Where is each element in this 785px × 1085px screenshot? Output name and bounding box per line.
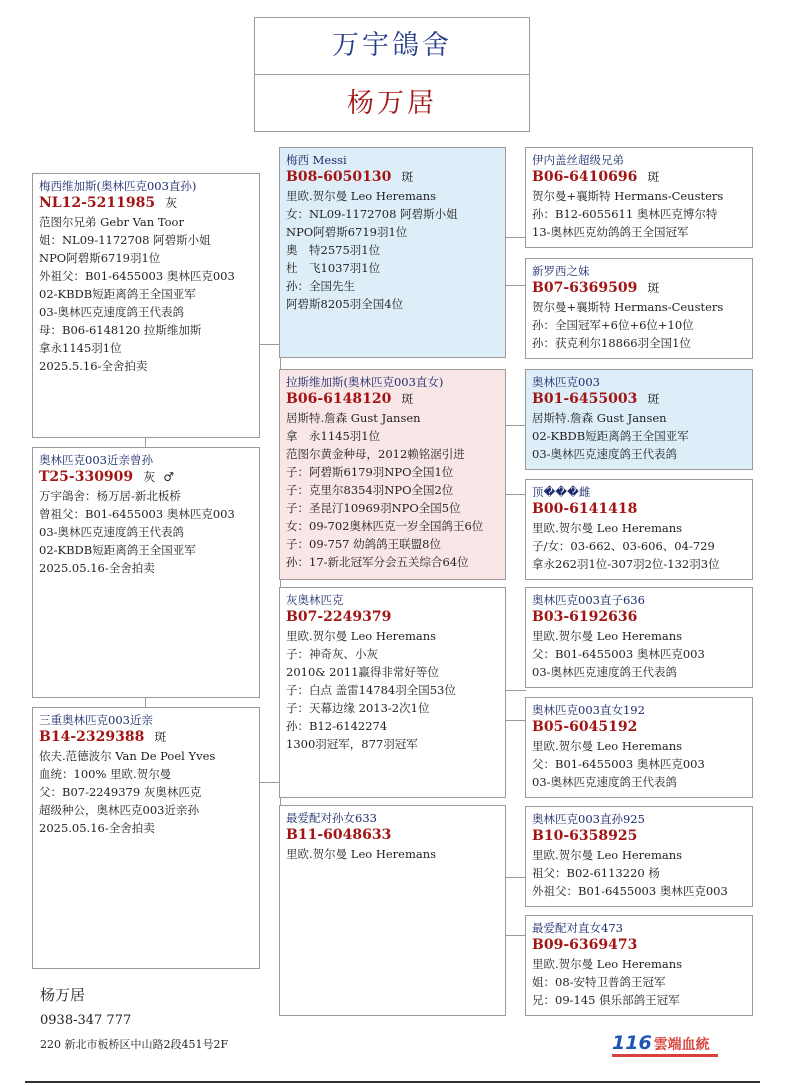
bird-name: 灰奥林匹克 <box>286 593 344 607</box>
info-line: 2025.05.16-全舍拍卖 <box>39 561 155 575</box>
info-line: 血统：100% 里欧.贺尔曼 <box>39 767 172 781</box>
ring-number: B10-6358925 <box>532 828 638 844</box>
bird-name: 新罗西之妹 <box>532 264 590 278</box>
connector-line <box>505 285 526 286</box>
color-label: 斑 <box>401 392 414 406</box>
bird-name: 最爱配对孙女633 <box>286 811 377 825</box>
connector-line <box>280 579 281 587</box>
info-line: 拿永1145羽1位 <box>39 341 122 355</box>
bird-name: 伊内盖丝超级兄弟 <box>532 153 624 167</box>
connector-line <box>259 344 280 345</box>
bottom-divider <box>25 1081 760 1083</box>
connector-line <box>145 437 146 447</box>
info-line: 里欧.贺尔曼 Leo Heremans <box>532 521 683 535</box>
ring-number: T25-330909 <box>39 469 134 485</box>
info-line: 里欧.贺尔曼 Leo Heremans <box>286 847 437 861</box>
bird-name: 奥林匹克003直子636 <box>532 593 645 607</box>
info-line: 02-KBDB短距离鸽王全国亚军 <box>39 543 196 557</box>
connector-line <box>505 494 526 495</box>
info-line: 13-奥林匹克幼鸽鸽王全国冠军 <box>532 225 689 239</box>
info-line: 里欧.贺尔曼 Leo Heremans <box>532 739 683 753</box>
info-line: 父：B07-2249379 灰奥林匹克 <box>39 785 202 799</box>
info-line: 姐：NL09-1172708 阿碧斯小姐 <box>39 233 211 247</box>
bird-name: 梅西维加斯(奥林匹克003直孙) <box>39 179 197 193</box>
pedigree-bird-box <box>525 258 753 359</box>
bird-name: 最爱配对直女473 <box>532 921 623 935</box>
ring-number: B06-6148120 <box>286 391 392 407</box>
ring-number: B07-2249379 <box>286 609 392 625</box>
info-line: 依夫.范德波尔 Van De Poel Yves <box>39 749 216 763</box>
info-line: 阿碧斯8205羽全国4位 <box>286 297 404 311</box>
info-line: 02-KBDB短距离鸽王全国亚军 <box>39 287 196 301</box>
connector-line <box>280 357 281 369</box>
info-line: 贺尔曼+襄斯特 Hermans-Ceusters <box>532 189 724 203</box>
pedigree-bird-box <box>525 806 753 907</box>
info-line: 孙：B12-6055611 奥林匹克博尔特 <box>532 207 718 221</box>
connector-line <box>145 697 146 707</box>
info-line: 里欧.贺尔曼 Leo Heremans <box>532 848 683 862</box>
connector-line <box>280 797 281 805</box>
loft-name: 万宇鴿舍 <box>255 18 529 75</box>
ring-number: B05-6045192 <box>532 719 638 735</box>
info-line: 居斯特.詹森 Gust Jansen <box>532 411 667 425</box>
bird-name: 奥林匹克003 <box>532 375 600 389</box>
pedigree-bird-box <box>525 369 753 470</box>
pedigree-bird-box <box>525 479 753 580</box>
ring-number: B07-6369509 <box>532 280 638 296</box>
color-label: 斑 <box>647 170 660 184</box>
info-line: 祖父：B02-6113220 杨 <box>532 866 660 880</box>
bird-name: 奥林匹克003直女192 <box>532 703 645 717</box>
pedigree-bird-box <box>279 369 506 580</box>
connector-line <box>505 690 526 691</box>
bird-name: 顶���雌 <box>532 485 591 499</box>
bird-name: 拉斯维加斯(奥林匹克003直女) <box>286 375 444 389</box>
info-line: 拿永262羽1位-307羽2位-132羽3位 <box>532 557 720 571</box>
ring-number: B11-6048633 <box>286 827 392 843</box>
logo-text: 雲端血統 <box>653 1037 710 1053</box>
pedigree-bird-box <box>525 697 753 798</box>
info-line: 居斯特.詹森 Gust Jansen <box>286 411 421 425</box>
info-line: 里欧.贺尔曼 Leo Heremans <box>286 189 437 203</box>
info-line: 拿 永1145羽1位 <box>286 429 381 443</box>
info-line: 里欧.贺尔曼 Leo Heremans <box>532 629 683 643</box>
pedigree-bird-box <box>32 447 260 698</box>
bird-name: 奥林匹克003直孙925 <box>532 812 645 826</box>
info-line: 孙：全国冠军+6位+6位+10位 <box>532 318 694 332</box>
ring-number: B03-6192636 <box>532 609 638 625</box>
color-label: 斑 <box>401 170 414 184</box>
contact-phone: 0938-347 777 <box>40 1013 132 1028</box>
info-line: 母：B06-6148120 拉斯维加斯 <box>39 323 202 337</box>
connector-line <box>505 935 526 936</box>
pedigree-bird-box <box>525 587 753 688</box>
info-line: 外祖父：B01-6455003 奥林匹克003 <box>532 884 728 898</box>
info-line: NPO阿碧斯6719羽1位 <box>286 225 408 239</box>
color-label: 斑 <box>647 281 660 295</box>
logo-number: 116 <box>612 1032 652 1054</box>
info-line: 超级种公，奥林匹克003近亲孙 <box>39 803 199 817</box>
info-line: 父：B01-6455003 奥林匹克003 <box>532 647 705 661</box>
info-line: 子：09-757 幼鸽鸽王联盟8位 <box>286 537 441 551</box>
pedigree-bird-box <box>32 707 260 969</box>
connector-line <box>259 782 280 783</box>
pedigree-bird-box <box>32 173 260 438</box>
info-line: 女：09-702奥林匹克一岁全国鸽王6位 <box>286 519 484 533</box>
info-line: 子：白点 盖雷14784羽全国53位 <box>286 683 456 697</box>
info-line: 子：克里尔8354羽NPO全国2位 <box>286 483 454 497</box>
info-line: 02-KBDB短距离鸽王全国亚军 <box>532 429 689 443</box>
info-line: 奧 特2575羽1位 <box>286 243 381 257</box>
info-line: 孙：B12-6142274 <box>286 719 388 733</box>
owner-name: 杨万居 <box>347 88 437 119</box>
info-line: 贺尔曼+襄斯特 Hermans-Ceusters <box>532 300 724 314</box>
ring-number: B06-6410696 <box>532 169 638 185</box>
owner-contact <box>40 982 228 1056</box>
info-line: 子/女：03-662、03-606、04-729 <box>532 539 715 553</box>
info-line: 03-奥林匹克速度鸽王代表鸽 <box>532 447 678 461</box>
ring-number: B01-6455003 <box>532 391 638 407</box>
pedigree-bird-box <box>279 805 506 1016</box>
info-line: 1300羽冠军，877羽冠军 <box>286 737 418 751</box>
pedigree-bird-box <box>525 147 753 248</box>
info-line: 范图尔兄弟 Gebr Van Toor <box>39 215 184 229</box>
ring-number: NL12-5211985 <box>39 195 156 211</box>
info-line: 范图尔黄金种母，2012赖铭涺引进 <box>286 447 465 461</box>
info-line: 2010& 2011赢得非常好等位 <box>286 665 439 679</box>
info-line: 父：B01-6455003 奥林匹克003 <box>532 757 705 771</box>
color-label: 斑 <box>647 392 660 406</box>
info-line: 姐：08-安特卫普鸽王冠军 <box>532 975 666 989</box>
info-line: 万宇鴿舍：杨万居-新北板桥 <box>39 489 181 503</box>
pedigree-bird-box <box>525 915 753 1016</box>
info-line: NPO阿碧斯6719羽1位 <box>39 251 161 265</box>
logo-underline <box>612 1054 718 1057</box>
ring-number: B00-6141418 <box>532 501 638 517</box>
color-label: 灰 <box>143 470 156 484</box>
color-label: 灰 <box>165 196 178 210</box>
connector-line <box>505 237 526 238</box>
title-block <box>254 17 530 132</box>
info-line: 杜 飞1037羽1位 <box>286 261 381 275</box>
info-line: 子：圣昆汀10969羽NPO全国5位 <box>286 501 461 515</box>
info-line: 03-奥林匹克速度鸽王代表鸽 <box>39 305 185 319</box>
info-line: 2025.5.16-全舍拍卖 <box>39 359 148 373</box>
sex-symbol: ♂ <box>163 470 174 484</box>
info-line: 外祖父：B01-6455003 奥林匹克003 <box>39 269 235 283</box>
info-line: 03-奥林匹克速度鸽王代表鸽 <box>532 665 678 679</box>
pedigree-bird-box <box>279 587 506 798</box>
info-line: 子：神奇灰、小灰 <box>286 647 378 661</box>
contact-name: 杨万居 <box>40 986 86 1004</box>
info-line: 里欧.贺尔曼 Leo Heremans <box>532 957 683 971</box>
info-line: 孙：获克利尔18866羽全国1位 <box>532 336 691 350</box>
bird-name: 梅西 Messi <box>286 153 347 167</box>
ring-number: B08-6050130 <box>286 169 392 185</box>
connector-line <box>505 425 526 426</box>
info-line: 孙：全国先生 <box>286 279 355 293</box>
info-line: 子：天幕边缘 2013-2次1位 <box>286 701 430 715</box>
bird-name: 奥林匹克003近亲曾孙 <box>39 453 153 467</box>
info-line: 孙：17-新北冠军分会五关综合64位 <box>286 555 469 569</box>
info-line: 子：阿碧斯6179羽NPO全国1位 <box>286 465 454 479</box>
ring-number: B14-2329388 <box>39 729 145 745</box>
pedigree-bird-box <box>279 147 506 358</box>
info-line: 曾祖父：B01-6455003 奥林匹克003 <box>39 507 235 521</box>
info-line: 03-奥林匹克速度鸽王代表鸽 <box>532 775 678 789</box>
color-label: 斑 <box>154 730 167 744</box>
connector-line <box>505 877 526 878</box>
info-line: 里欧.贺尔曼 Leo Heremans <box>286 629 437 643</box>
info-line: 2025.05.16-全舍拍卖 <box>39 821 155 835</box>
ring-number: B09-6369473 <box>532 937 638 953</box>
bird-name: 三重奥林匹克003近亲 <box>39 713 153 727</box>
connector-line <box>505 720 526 721</box>
info-line: 女：NL09-1172708 阿碧斯小姐 <box>286 207 458 221</box>
contact-address: 220 新北市板桥区中山路2段451号2F <box>40 1038 229 1051</box>
info-line: 兄：09-145 俱乐部鸽王冠军 <box>532 993 680 1007</box>
info-line: 03-奥林匹克速度鸽王代表鸽 <box>39 525 185 539</box>
logo <box>612 1032 710 1054</box>
